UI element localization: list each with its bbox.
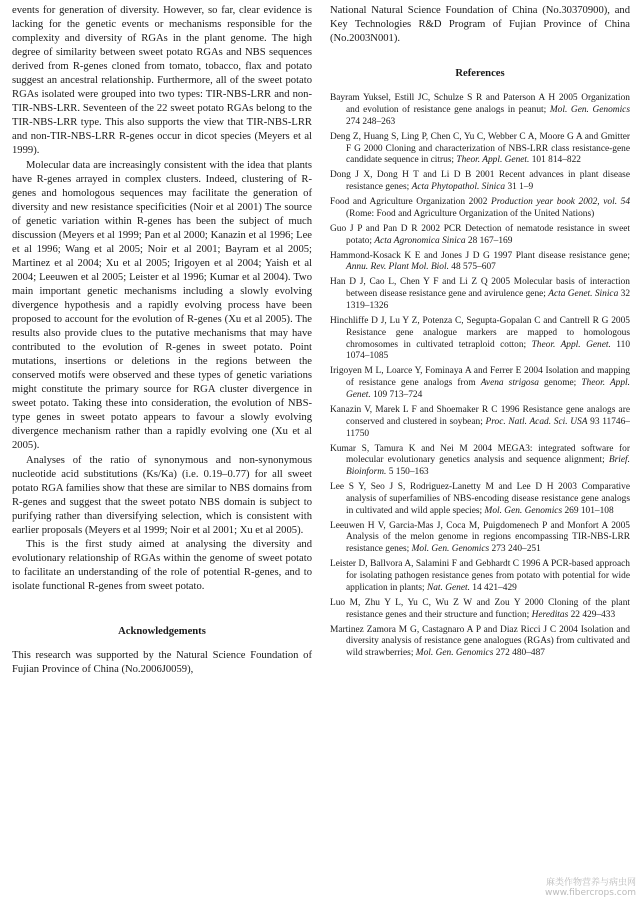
reference-text: Luo M, Zhu Y L, Yu C, Wu Z W and Zou Y 2000 Cloning of the plant resistance genes and their structure and function; <box>330 597 630 620</box>
acknowledgements-continuation: National Natural Science Foundation of China (No.30370900), and Key Technologies R&D Program of Fujian Province of China (No.2003N001). <box>330 5 630 45</box>
reference-text: Bayram Yuksel, Estill JC, Schulze S R and Paterson A H 2005 Organization and evolution of resistance gene analogs in peanut; <box>330 93 630 115</box>
reference-journal-2: Theor. Appl. Genet. <box>346 378 630 400</box>
reference-item <box>330 197 630 221</box>
reference-text: Martinez Zamora M G, Castagnaro A P and Diaz Ricci J C 2004 Isolation and diversity analysis of resistance gene analogues (RGAs) from cultivated and wild strawberries; <box>330 624 630 659</box>
reference-item <box>330 132 630 167</box>
reference-details: 32 1319–1326 <box>346 289 630 312</box>
body-paragraph-2: Molecular data are increasingly consistent with the idea that plants have R-genes arrayed in complex clusters. Indeed, clustering of R-genes and homologous sequences may facilitate the generation of diversity and new resistance specificities (Noir et al 2001) The source of genetic variation within R-genes has been the subject of much discussion (Meyers et al 1999; Pan et al 2000; Kanazin et al 1996; Lee et al 1996; Wang et al 2005; Noir et al 2001; Bayram et al 2005; Martinez et al 2004; Xu et al 2005; Irigoyen et al 2004; Yaish et al 2004; Leeuwen et al 2005; Leister et al 1996; Kumar et al 2004). Two main important genetic mechanisms including a slowly evolving divergence hypothesis and a rapidly evolving process have been proposed to account for the evolution of R-genes (Xu et al 2005). The results also provide clues to the putative mechanisms that may have contributed to the evolution of R-genes in sweet potato. Point mutations, insertions or deletions in the regions between the conserved motifs were observed and these types of genetic variations might constitute the primary source for RGA cluster divergence in sweet potato. Taking these into consideration, the evolution of NBS-type genes in sweet potato appears to favour a slowly evolving divergence mechanism rather than a rapidly evolving one (Xu et al 2005). <box>12 159 312 452</box>
body-paragraph-3: Analyses of the ratio of synonymous and non-synonymous nucleotide acid substitutions (Ks/Ka) (i.e. 0.19–0.77) for all sweet potato RGA families show that these are similar to NBS domains from R-genes and suggest that the sweet potato NBS domain is subject to purifying rather than diversifying selection, which is consistent with earlier proposals (Meyers et al 1999; Noir et al 2001; Xu et al 2005). <box>12 454 312 536</box>
reference-journal: Hereditas <box>531 609 569 620</box>
reference-text: Guo J P and Pan D R 2002 PCR Detection of nematode resistance in sweet potato; <box>330 223 630 246</box>
watermark-url: www.fibercrops.com <box>545 888 636 898</box>
reference-journal: Acta Agronomica Sinica <box>374 235 466 246</box>
reference-item <box>330 521 630 556</box>
reference-details: 5 150–163 <box>386 467 429 478</box>
references-heading: References <box>455 68 505 80</box>
reference-journal: Proc. Natl. Acad. Sci. USA <box>485 416 588 427</box>
reference-journal: Mol. Gen. Genomics <box>415 648 494 659</box>
reference-item <box>330 170 630 194</box>
reference-journal: Theor. Appl. Genet. <box>531 339 611 350</box>
body-paragraph-1: events for generation of diversity. However, so far, clear evidence is lacking for the genetic events or mechanisms responsible for the complexity and diversity of RGAs in the plant genome. The high degree of similarity between sweet potato RGAs and NBS sequences derived from R-genes cloned from tomato, tobacco, flax and potato suggest an ancestral relationship. Furthermore, all of the sweet potato RGAs isolated were grouped into two types: TIR-NBS-LRR and non-TIR-NBS-LRR. Seventeen of the 22 sweet potato RGAs belong to the TIR-NBS-LRR type. This also supports the view that TIR-NBS-LRR and non-TIR-NBS-LRR R-genes occur in dicot species (Meyers et al 1999). <box>12 5 312 157</box>
reference-details: 110 1074–1085 <box>346 339 631 362</box>
reference-details: genome; <box>538 378 582 389</box>
body-paragraph-4: This is the first study aimed at analysing the diversity and evolutionary relationship of RGAs within the genome of sweet potato to facilitate an understanding of the role of potential R-genes, and to isolate functional R-genes from sweet potato. <box>12 538 312 592</box>
reference-journal: Avena strigosa <box>480 378 539 389</box>
reference-text: Leeuwen H V, Garcia-Mas J, Coca M, Puigdomenech P and Monfort A 2005 Analysis of the melon genome in regions encompassing TIR-NBS-LRR resistance genes; <box>330 520 630 555</box>
reference-details-2: 109 713–724 <box>370 389 423 400</box>
reference-details: 31 1–9 <box>505 182 534 193</box>
reference-details: 93 11746–11750 <box>346 416 630 439</box>
reference-text: Kumar S, Tamura K and Nei M 2004 MEGA3: integrated software for molecular evolutionary genetics analysis and sequence alignment; <box>330 443 630 466</box>
reference-journal: Brief. Bioinform. <box>346 455 630 478</box>
reference-text: Hammond-Kosack K E and Jones J D G 1997 Plant disease resistance gene; <box>330 250 630 261</box>
reference-item <box>330 405 630 440</box>
reference-item <box>330 93 630 128</box>
reference-text: Han D J, Cao L, Chen Y F and Li Z Q 2005 Molecular basis of interaction between disease resistance gene and avirulence gene; <box>330 277 630 300</box>
reference-item <box>330 277 630 312</box>
reference-text: Irigoyen M L, Loarce Y, Fominaya A and Ferrer E 2004 Isolation and mapping of resistance gene analogs from <box>330 366 630 389</box>
reference-journal: Mol. Gen. Genomics <box>484 505 563 516</box>
reference-details: 274 248–263 <box>346 116 396 127</box>
reference-journal: Mol. Gen. Genomics <box>549 104 630 115</box>
left-column <box>12 4 312 677</box>
reference-text: Kanazin V, Marek L F and Shoemaker R C 1996 Resistance gene analogs are conserved and clustered in soybean; <box>330 404 630 427</box>
reference-list <box>330 93 630 660</box>
reference-details: 22 429–433 <box>568 609 616 620</box>
reference-text: Food and Agriculture Organization 2002 <box>330 197 492 208</box>
acknowledgements-heading: Acknowledgements <box>118 625 206 637</box>
reference-journal: Mol. Gen. Genomics <box>411 544 490 555</box>
reference-journal: Acta Genet. Sinica <box>548 289 619 300</box>
reference-details: 48 575–607 <box>448 262 496 273</box>
reference-item <box>330 598 630 622</box>
right-column <box>330 4 630 663</box>
reference-details: 273 240–251 <box>489 544 541 555</box>
reference-text: Deng Z, Huang S, Ling P, Chen C, Yu C, Webber C A, Moore G A and Gmitter F G 2000 Cloning and characterization of NBS-LRR class resistance-gene candidate sequence in citrus; <box>330 131 630 166</box>
reference-item <box>330 482 630 517</box>
reference-details: (Rome: Food and Agriculture Organization of the United Nations) <box>346 208 595 219</box>
watermark-title: 麻类作物营养与病虫网 <box>545 878 636 888</box>
reference-item <box>330 251 630 275</box>
reference-journal: Acta Phytopathol. Sinica <box>411 182 506 193</box>
reference-item <box>330 224 630 248</box>
site-watermark <box>545 878 636 898</box>
reference-item <box>330 625 630 660</box>
reference-text: Lee S Y, Seo J S, Rodriguez-Lanetty M and Lee D H 2003 Comparative analysis of superfamilies of NBS-encoding disease resistance gene analogs in cultivated and wild apple species; <box>330 482 630 516</box>
reference-details: 269 101–108 <box>562 505 614 516</box>
reference-details: 28 167–169 <box>465 235 513 246</box>
acknowledgements-text: This research was supported by the Natural Science Foundation of Fujian Province of China (No.2006J0059), <box>12 649 312 676</box>
reference-text: Leister D, Ballvora A, Salamini F and Gebhardt C 1996 A PCR-based approach for isolating pathogen resistance genes from potato with potential for wide application in plants; <box>330 559 630 593</box>
reference-details: 101 814–822 <box>529 155 581 166</box>
reference-item <box>330 366 630 401</box>
reference-journal: Nat. Genet. <box>426 582 470 593</box>
reference-text: Dong J X, Dong H T and Li D B 2001 Recent advances in plant disease resistance genes; <box>330 170 630 193</box>
reference-journal: Production year book 2002, vol. 54 <box>491 197 631 208</box>
reference-details: 14 421–429 <box>469 582 517 593</box>
reference-journal: Annu. Rev. Plant Mol. Biol. <box>346 262 449 273</box>
reference-journal: Theor. Appl. Genet. <box>456 155 530 166</box>
reference-item <box>330 316 630 363</box>
reference-details: 272 480–487 <box>493 648 545 659</box>
reference-item <box>330 559 630 594</box>
reference-item <box>330 444 630 479</box>
reference-text: Hinchliffe D J, Lu Y Z, Potenza C, Segupta-Gopalan C and Cantrell R G 2005 Resistance gene analogue markers are mapped to homologous chromosomes in cultivated tetraploid cotton; <box>330 316 630 350</box>
